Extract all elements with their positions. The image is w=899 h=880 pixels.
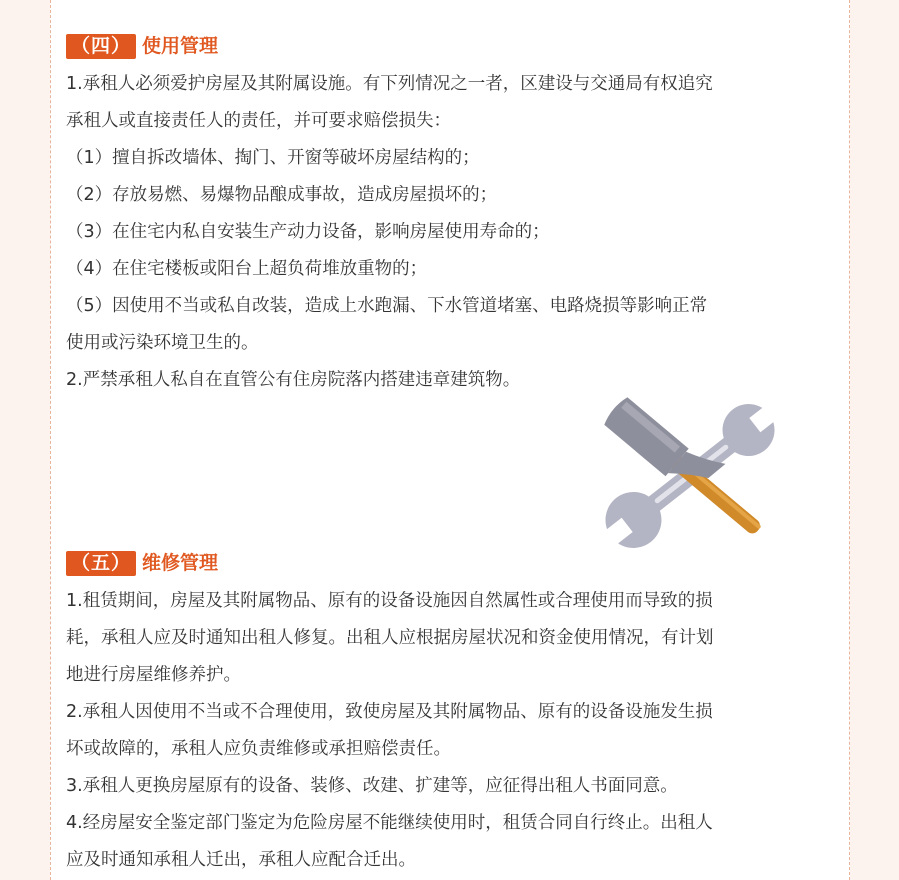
content-panel (50, 0, 850, 880)
section-5-line: 1.租赁期间，房屋及其附属物品、原有的设备设施因自然属性或合理使用而导致的损 (66, 591, 713, 611)
section-5-line: 地进行房屋维修养护。 (66, 665, 241, 685)
section-4-line: 2.严禁承租人私自在直管公有住房院落内搭建违章建筑物。 (66, 370, 521, 390)
section-5-title: 维修管理 (142, 552, 219, 574)
section-5-line: 3.承租人更换房屋原有的设备、装修、改建、扩建等，应征得出租人书面同意。 (66, 776, 678, 796)
section-4-header (66, 34, 218, 59)
section-5-line: 2.承租人因使用不当或不合理使用，致使房屋及其附属物品、原有的设备设施发生损 (66, 702, 713, 722)
section-4-line: 使用或污染环境卫生的。 (66, 333, 259, 353)
section-4-line: 承租人或直接责任人的责任，并可要求赔偿损失： (66, 111, 451, 131)
section-4-line: 1.承租人必须爱护房屋及其附属设施。有下列情况之一者，区建设与交通局有权追究 (66, 74, 713, 94)
section-4-line: （2）存放易燃、易爆物品酿成事故，造成房屋损坏的； (66, 185, 498, 205)
section-4-line: （1）擅自拆改墙体、掏门、开窗等破坏房屋结构的； (66, 148, 480, 168)
section-5-line: 坏或故障的，承租人应负责维修或承担赔偿责任。 (66, 739, 451, 759)
section-4-line: （3）在住宅内私自安装生产动力设备，影响房屋使用寿命的； (66, 222, 550, 242)
section-5-line: 应及时通知承租人迁出，承租人应配合迁出。 (66, 850, 416, 870)
section-4-title: 使用管理 (142, 35, 219, 57)
section-4-tag: （四） (66, 34, 136, 59)
section-5-line: 耗，承租人应及时通知出租人修复。出租人应根据房屋状况和资金使用情况，有计划 (66, 628, 714, 648)
section-5-line: 4.经房屋安全鉴定部门鉴定为危险房屋不能继续使用时，租赁合同自行终止。出租人 (66, 813, 713, 833)
section-5-tag: （五） (66, 551, 136, 576)
hammer-and-wrench-icon (586, 380, 796, 570)
section-5-header (66, 551, 218, 576)
section-4-line: （4）在住宅楼板或阳台上超负荷堆放重物的； (66, 259, 428, 279)
section-4-line: （5）因使用不当或私自改装，造成上水跑漏、下水管道堵塞、电路烧损等影响正常 (66, 296, 708, 316)
